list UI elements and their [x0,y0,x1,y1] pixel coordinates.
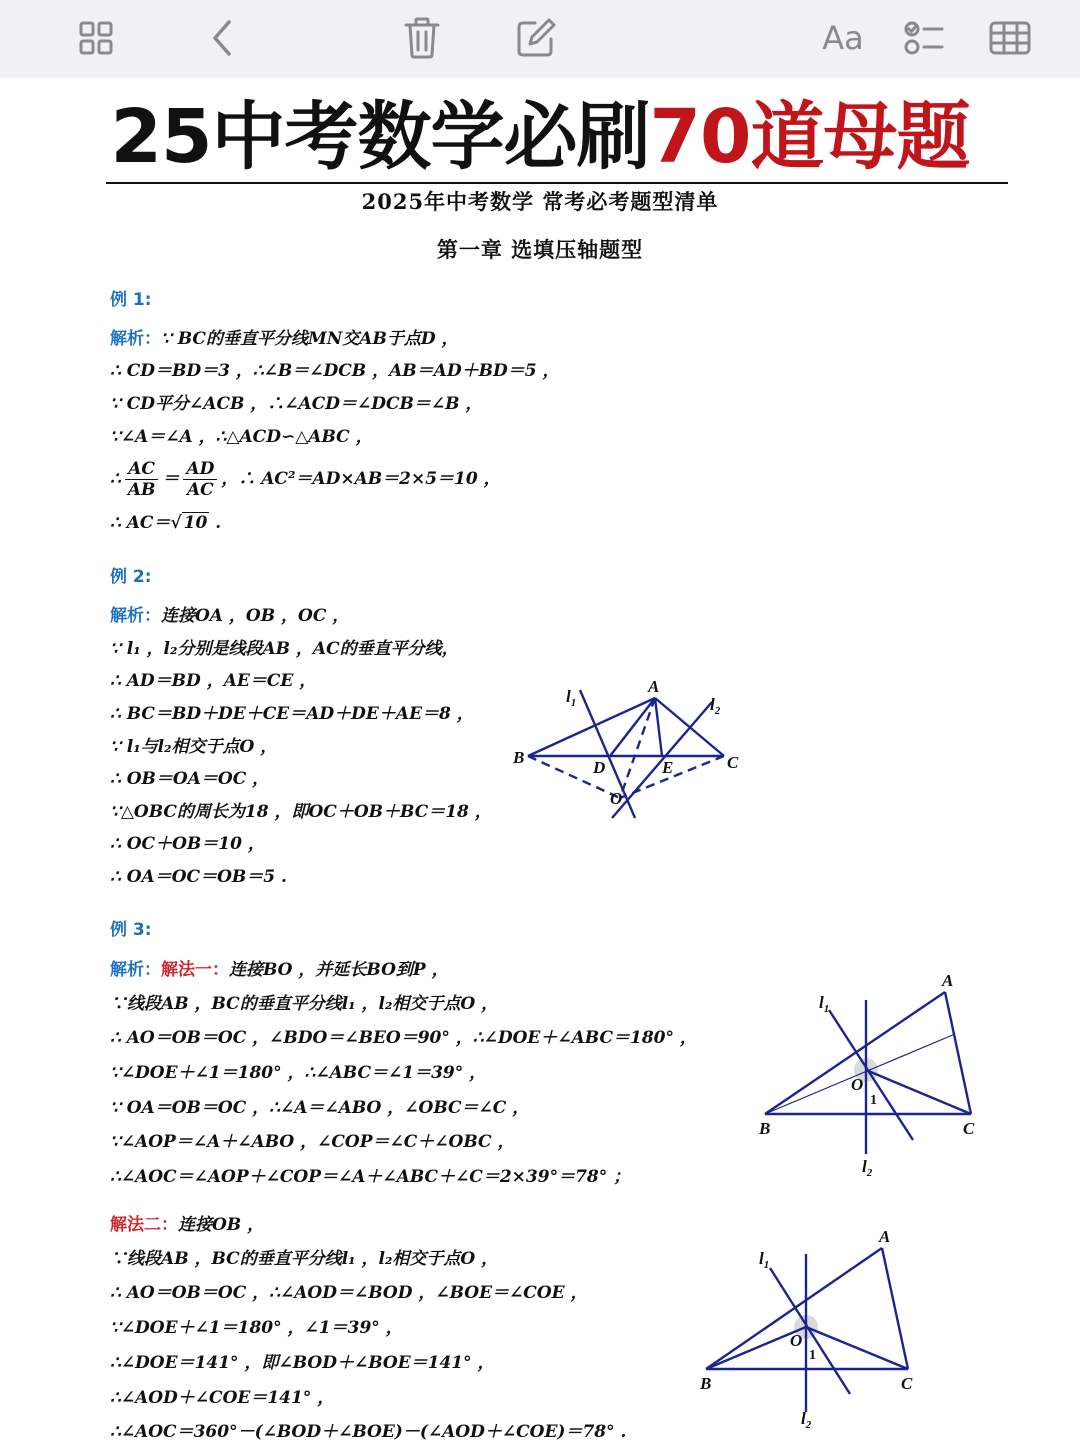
ex3-m2-line-6: ∴∠AOD＋∠COE＝141° ， [110,1388,335,1408]
sqrt-radicand: 10 [183,513,208,533]
ex3-m1-line-7: ∴∠AOC＝∠AOP＋∠COP＝∠A＋∠ABC＋∠C＝2×39°＝78° ； [110,1167,631,1187]
example-2-figure [500,670,760,830]
ex3-m1-line-1 [110,959,449,981]
ex2-line-8: ∴ OC＋OB＝10 ， [110,834,265,854]
label-angle-1: 1 [870,1093,877,1108]
analysis-label: 解析： [110,606,161,626]
label-l2: $l_2$ [862,1157,873,1179]
label-o: O [851,1075,864,1094]
label-l1: $l_1$ [819,993,830,1015]
ex1-line-5-tail: ，∴ AC²＝AD×AB＝2×5＝10 ， [221,469,501,489]
text-format-button[interactable]: Aa [822,19,864,57]
label-l1: $l_1$ [566,687,577,709]
banner-title-black: 25中考数学必刷 [110,94,650,180]
example-3-title: 例 3: [110,920,152,940]
ex1-line-5-lead: ∴ [110,469,121,489]
ex1-line-6 [110,512,221,534]
edit-note-icon[interactable] [510,12,562,64]
ex2-line-7: ∵△OBC的周长为18 ，即OC＋OB＋BC＝18 ， [110,802,492,822]
ex2-line-3: ∴ AD＝BD ，AE＝CE ， [110,671,317,691]
ex2-line-2: ∵ l₁ ，l₂分别是线段AB ，AC的垂直平分线， [110,639,459,659]
method-1-label: 解法一： [161,960,229,980]
ex3-m1-line-5: ∵ OA＝OB＝OC ，∴∠A＝∠ABO ，∠OBC＝∠C ， [110,1098,530,1118]
grid-view-icon[interactable] [70,12,122,64]
label-a: A [942,971,954,990]
segment-oa [620,698,655,798]
analysis-label: 解析： [110,329,161,349]
ex3-m1-line-6: ∵∠AOP＝∠A＋∠ABO ，∠COP＝∠C＋∠OBC ， [110,1132,515,1152]
label-a: A [879,1227,891,1246]
label-e: E [662,758,674,777]
label-a: A [648,677,660,696]
ex3-m2-line-2: ∵线段AB ，BC的垂直平分线l₁ ，l₂相交于点O ， [110,1249,499,1269]
label-o: O [610,789,623,808]
ex1-line-2: ∴ CD＝BD＝3 ，∴∠B＝∠DCB ，AB＝AD＋BD＝5 ， [110,361,560,381]
fraction-numerator: AD [183,459,217,480]
fraction-ad-ac [183,459,217,500]
ex1-line-6-lead: ∴ AC＝√ [110,513,182,533]
label-o: O [790,1331,803,1350]
ex1-line-1 [110,328,459,350]
method-2-label: 解法二： [110,1215,178,1235]
label-l2: $l_2$ [710,695,721,717]
ex2-line-9: ∴ OA＝OC＝OB＝5 . [110,867,287,887]
fraction-denominator: AB [127,480,156,500]
ex2-line-4: ∴ BC＝BD＋DE＋CE＝AD＋DE＋AE＝8 ， [110,704,474,724]
label-l2: $l_2$ [801,1409,812,1431]
segment-ab [706,1248,882,1369]
segment-ab [528,698,655,756]
segment-ac [882,1248,908,1369]
banner-title [0,92,1080,182]
fraction-numerator: AC [125,459,159,480]
label-b: B [700,1374,712,1393]
fraction-denominator: AC [186,480,214,500]
label-b: B [759,1119,771,1138]
banner-title-red: 70道母题 [649,94,970,180]
line-l1 [829,1010,913,1140]
trash-icon[interactable] [396,12,448,64]
checklist-icon[interactable] [898,12,950,64]
label-c: C [727,753,739,772]
line-l1 [770,1268,850,1394]
example-1-title: 例 1: [110,290,152,310]
title-divider [106,182,1008,184]
label-d: D [593,758,606,777]
ex3-m1-line-3: ∴ AO＝OB＝OC ，∠BDO＝∠BEO＝90° ，∴∠DOE＋∠ABC＝180° ， [110,1028,697,1048]
ex1-line-1-text: ∵ BC的垂直平分线MN交AB于点D ， [161,329,459,349]
fraction-ac-ab [125,459,159,500]
ex1-line-4: ∵∠A＝∠A ，∴△ACD∽△ABC ， [110,427,373,447]
chapter-title: 第一章 选填压轴题型 [436,237,644,262]
segment-ob [528,756,620,798]
ex1-line-5 [110,459,501,500]
example-3-figure-1 [745,968,990,1183]
segment-ad [610,698,655,756]
label-b: B [513,748,525,767]
ex3-m2-line-3: ∴ AO＝OB＝OC ，∴∠AOD＝∠BOD ，∠BOE＝∠COE ， [110,1283,588,1303]
line-l1 [580,690,635,818]
segment-ab [765,992,945,1114]
table-icon[interactable] [982,12,1038,64]
document-subtitle: 2025年中考数学 常考必考题型清单 [361,189,719,214]
label-c: C [901,1374,913,1393]
ex2-line-1 [110,605,349,627]
back-icon[interactable] [196,12,248,64]
segment-bp [765,1034,955,1114]
ex3-m2-line-7: ∴∠AOC＝360°－(∠BOD＋∠BOE)－(∠AOD＋∠COE)＝78° . [110,1422,627,1442]
ex2-line-5: ∵ l₁与l₂相交于点O ， [110,737,278,757]
label-c: C [963,1119,975,1138]
ex2-line-6: ∴ OB＝OA＝OC ， [110,769,270,789]
ex1-line-6-tail: . [209,513,222,533]
ex3-m2-line-1 [110,1214,264,1236]
ex1-line-3: ∵ CD平分∠ACB ，∴∠ACD＝∠DCB＝∠B ， [110,394,483,414]
analysis-label: 解析： [110,960,161,980]
label-l1: $l_1$ [759,1249,770,1271]
toolbar [0,0,1080,78]
equals-sign: ＝ [162,469,180,489]
ex3-m2-line-5: ∴∠DOE＝141° ，即∠BOD＋∠BOE＝141° ， [110,1353,495,1373]
ex3-m2-line-4: ∵∠DOE＋∠1＝180° ，∠1＝39° ， [110,1318,403,1338]
ex3-m1-line-2: ∵线段AB ，BC的垂直平分线l₁ ，l₂相交于点O ， [110,994,499,1014]
ex3-m1-line-4: ∵∠DOE＋∠1＝180° ，∴∠ABC＝∠1＝39° ， [110,1063,487,1083]
example-3-figure-2 [690,1224,935,1440]
example-2-title: 例 2: [110,567,152,587]
ex2-line-1-text: 连接OA ，OB ，OC ， [161,606,350,626]
segment-ae [655,698,662,756]
label-angle-1: 1 [809,1348,816,1363]
ex3-m2-line-1-text: 连接OB ， [178,1215,265,1235]
segment-ac [945,992,971,1114]
ex3-m1-line-1-text: 连接BO ，并延长BO到P ， [229,960,449,980]
